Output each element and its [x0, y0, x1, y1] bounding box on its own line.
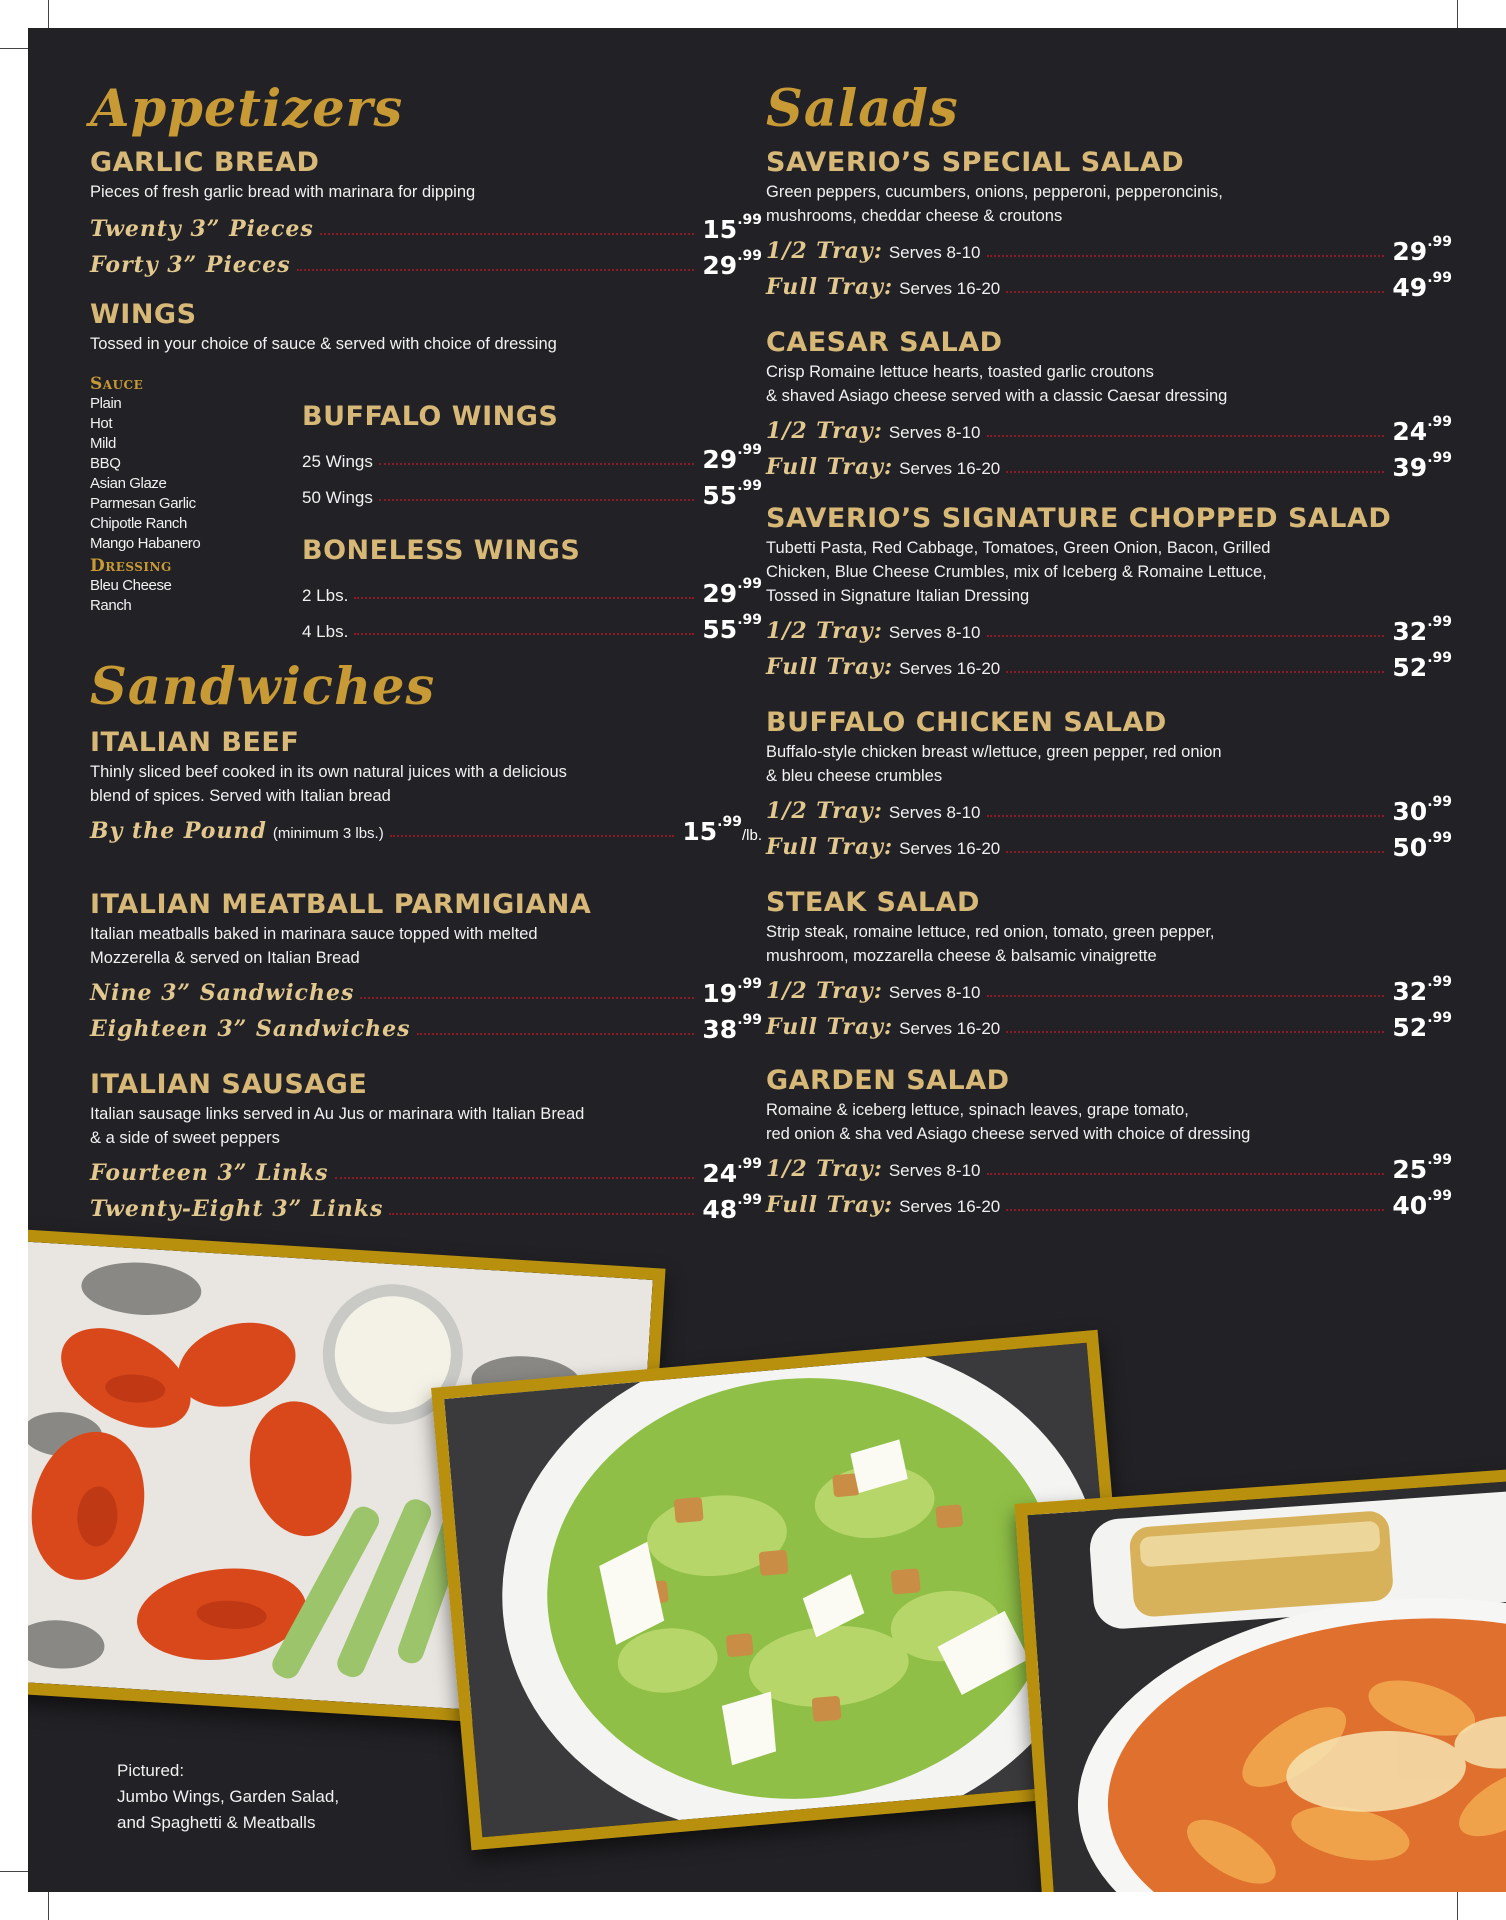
price: $55^{.99}$ [702, 612, 762, 644]
price: $29^{.99}$ [702, 248, 762, 280]
price: $40^{.99}$ [1392, 1188, 1452, 1220]
leader-dots [1006, 851, 1384, 853]
price: $48^{.99}$ [702, 1192, 762, 1224]
sauce-option: BBQ [90, 455, 121, 472]
price-label: By the Pound (minimum 3 lbs.) [90, 818, 384, 844]
sauce-heading: Sauce [90, 374, 144, 394]
item-title: BONELESS WINGS [302, 535, 581, 566]
sauce-option: Parmesan Garlic [90, 495, 196, 512]
price-label: Nine 3” Sandwiches [90, 980, 355, 1006]
price-label: 1/2 Tray: Serves 8-10 [766, 798, 981, 824]
price-label: 25 Wings [302, 452, 373, 471]
sauce-option: Asian Glaze [90, 475, 167, 492]
leader-dots [987, 1173, 1385, 1175]
salad-item [766, 328, 1452, 480]
price: $52^{.99}$ [1392, 650, 1452, 682]
item-description: blend of spices. Served with Italian bread [90, 787, 391, 805]
price: $32^{.99}$ [1392, 614, 1452, 646]
price-row [766, 228, 1452, 264]
leader-dots [987, 815, 1385, 817]
price-label: 1/2 Tray: Serves 8-10 [766, 1156, 981, 1182]
leader-dots [987, 635, 1385, 637]
price-label: Twenty 3” Pieces [90, 216, 314, 242]
item-title: CAESAR SALAD [766, 327, 1003, 358]
buffalo-wings-item [302, 402, 762, 508]
item-title: WINGS [90, 299, 197, 330]
item-description: & bleu cheese crumbles [766, 767, 943, 785]
item-title: ITALIAN SAUSAGE [90, 1069, 368, 1100]
dressing-option: Ranch [90, 597, 132, 614]
pasta-photo [1015, 1461, 1506, 1892]
price-row [766, 788, 1452, 824]
leader-dots [1006, 671, 1384, 673]
price-row [90, 1186, 762, 1222]
salad-item [766, 888, 1452, 1040]
price-label: Full Tray: Serves 16-20 [766, 1014, 1001, 1040]
dressing-heading: Dressing [90, 556, 172, 576]
price-label: Full Tray: Serves 16-20 [766, 274, 1001, 300]
garlic-bread-item [90, 148, 762, 278]
price-row [90, 1006, 762, 1042]
pasta-image [1027, 1474, 1506, 1892]
item-description: Tossed in your choice of sauce & served with choice of dressing [90, 335, 557, 353]
price-label: Full Tray: Serves 16-20 [766, 654, 1001, 680]
price-label: Eighteen 3” Sandwiches [90, 1016, 411, 1042]
item-description: Chicken, Blue Cheese Crumbles, mix of Iceberg & Romaine Lettuce, [766, 563, 1267, 581]
crop-mark [0, 48, 30, 49]
price-row [302, 436, 762, 472]
crop-mark [48, 1890, 49, 1920]
price-label: 50 Wings [302, 488, 373, 507]
leader-dots [1006, 1031, 1384, 1033]
salad-item [766, 504, 1452, 680]
price: $55^{.99}$ [702, 478, 762, 510]
price: $49^{.99}$ [1392, 270, 1452, 302]
sauce-option: Plain [90, 395, 122, 412]
item-description: Tubetti Pasta, Red Cabbage, Tomatoes, Green Onion, Bacon, Grilled [766, 539, 1271, 557]
price-label: Full Tray: Serves 16-20 [766, 834, 1001, 860]
item-title: SAVERIO’S SIGNATURE CHOPPED SALAD [766, 503, 1392, 534]
item-description: mushroom, mozzarella cheese & balsamic vinaigrette [766, 947, 1157, 965]
price-row [302, 570, 762, 606]
price-label: 1/2 Tray: Serves 8-10 [766, 618, 981, 644]
price: $29^{.99}$ [702, 442, 762, 474]
price: $24^{.99}$ [702, 1156, 762, 1188]
price: $15^{.99}$ [702, 212, 762, 244]
price-row [90, 1150, 762, 1186]
price-row [90, 242, 762, 278]
price: $52^{.99}$ [1392, 1010, 1452, 1042]
item-description: Pieces of fresh garlic bread with marinara for dipping [90, 183, 476, 201]
price-label: Fourteen 3” Links [90, 1160, 329, 1186]
crop-mark [1457, 1890, 1458, 1920]
item-description: Strip steak, romaine lettuce, red onion, tomato, green pepper, [766, 923, 1215, 941]
item-description: & a side of sweet peppers [90, 1129, 280, 1147]
price-label: Full Tray: Serves 16-20 [766, 1192, 1001, 1218]
menu-page [28, 28, 1506, 1892]
price: $29^{.99}$ [702, 576, 762, 608]
price: $38^{.99}$ [702, 1012, 762, 1044]
leader-dots [379, 499, 695, 501]
price-label: 1/2 Tray: Serves 8-10 [766, 418, 981, 444]
price: $19^{.99}$ [702, 976, 762, 1008]
item-description: Thinly sliced beef cooked in its own natural juices with a delicious [90, 763, 567, 781]
price-row [766, 264, 1452, 300]
leader-dots [987, 255, 1385, 257]
price-row [766, 408, 1452, 444]
price-label: 4 Lbs. [302, 622, 349, 641]
item-title: BUFFALO CHICKEN SALAD [766, 707, 1167, 738]
salads-title: Salads [766, 79, 959, 139]
price-row [766, 1146, 1452, 1182]
salad-item [766, 708, 1452, 860]
italian-beef-item [90, 728, 762, 844]
leader-dots [1006, 291, 1384, 293]
dressing-option: Bleu Cheese [90, 577, 172, 594]
leader-dots [354, 597, 694, 599]
price-label: 1/2 Tray: Serves 8-10 [766, 238, 981, 264]
price-row [766, 1182, 1452, 1218]
sauce-list [90, 374, 280, 616]
item-title: ITALIAN MEATBALL PARMIGIANA [90, 889, 592, 920]
sauce-option: Mild [90, 435, 116, 452]
sauce-option: Mango Habanero [90, 535, 201, 552]
item-description: Romaine & iceberg lettuce, spinach leaves, grape tomato, [766, 1101, 1189, 1119]
item-title: SAVERIO’S SPECIAL SALAD [766, 147, 1185, 178]
salad-item [766, 148, 1452, 300]
price-row [90, 808, 762, 844]
leader-dots [390, 835, 675, 837]
crop-mark [0, 1871, 30, 1872]
leader-dots [1006, 471, 1384, 473]
price-row [766, 608, 1452, 644]
pictured-caption [117, 1758, 339, 1836]
item-description: Crisp Romaine lettuce hearts, toasted garlic croutons [766, 363, 1154, 381]
leader-dots [360, 997, 694, 999]
sausage-item [90, 1070, 762, 1222]
price-row [766, 444, 1452, 480]
price: $15^{.99}/lb$. [682, 814, 762, 846]
meatball-item [90, 890, 762, 1042]
price-row [302, 606, 762, 642]
price-row [90, 970, 762, 1006]
leader-dots [320, 233, 695, 235]
leader-dots [417, 1033, 695, 1035]
sauce-option: Chipotle Ranch [90, 515, 187, 532]
crop-mark [1457, 0, 1458, 30]
item-description: & shaved Asiago cheese served with a classic Caesar dressing [766, 387, 1228, 405]
price: $30^{.99}$ [1392, 794, 1452, 826]
sandwiches-title: Sandwiches [90, 657, 436, 717]
price-label: 2 Lbs. [302, 586, 349, 605]
price: $32^{.99}$ [1392, 974, 1452, 1006]
caption-line: Pictured: [117, 1761, 185, 1780]
price-row [90, 206, 762, 242]
item-description: Buffalo-style chicken breast w/lettuce, green pepper, red onion [766, 743, 1222, 761]
caption-line: and Spaghetti & Meatballs [117, 1813, 316, 1832]
item-title: GARDEN SALAD [766, 1065, 1010, 1096]
leader-dots [1006, 1209, 1384, 1211]
price-label: Forty 3” Pieces [90, 252, 291, 278]
item-description: Green peppers, cucumbers, onions, pepperoni, pepperoncinis, [766, 183, 1223, 201]
price: $50^{.99}$ [1392, 830, 1452, 862]
leader-dots [987, 995, 1385, 997]
caption-line: Jumbo Wings, Garden Salad, [117, 1787, 340, 1806]
price: $24^{.99}$ [1392, 414, 1452, 446]
price: $25^{.99}$ [1392, 1152, 1452, 1184]
price: $39^{.99}$ [1392, 450, 1452, 482]
boneless-wings-item [302, 536, 762, 642]
leader-dots [335, 1177, 695, 1179]
leader-dots [354, 633, 694, 635]
item-title: ITALIAN BEEF [90, 727, 300, 758]
item-description: Italian sausage links served in Au Jus or marinara with Italian Bread [90, 1105, 585, 1123]
item-description: Italian meatballs baked in marinara sauce topped with melted [90, 925, 538, 943]
leader-dots [389, 1213, 694, 1215]
item-description: red onion & sha ved Asiago cheese served with choice of dressing [766, 1125, 1251, 1143]
price-label: Full Tray: Serves 16-20 [766, 454, 1001, 480]
leader-dots [379, 463, 695, 465]
item-title: STEAK SALAD [766, 887, 980, 918]
price-row [766, 644, 1452, 680]
item-title: GARLIC BREAD [90, 147, 320, 178]
crop-mark [48, 0, 49, 30]
leader-dots [297, 269, 695, 271]
salad-item [766, 1066, 1452, 1218]
price-row [766, 824, 1452, 860]
price-row [766, 968, 1452, 1004]
price-row [302, 472, 762, 508]
item-description: Mozzerella & served on Italian Bread [90, 949, 360, 967]
price-label: 1/2 Tray: Serves 8-10 [766, 978, 981, 1004]
sauce-option: Hot [90, 415, 113, 432]
item-title: BUFFALO WINGS [302, 401, 559, 432]
item-description: mushrooms, cheddar cheese & croutons [766, 207, 1063, 225]
leader-dots [987, 435, 1385, 437]
price-row [766, 1004, 1452, 1040]
appetizers-title: Appetizers [90, 79, 404, 139]
wings-item [90, 300, 762, 356]
price-label: Twenty-Eight 3” Links [90, 1196, 384, 1222]
item-description: Tossed in Signature Italian Dressing [766, 587, 1030, 605]
price: $29^{.99}$ [1392, 234, 1452, 266]
